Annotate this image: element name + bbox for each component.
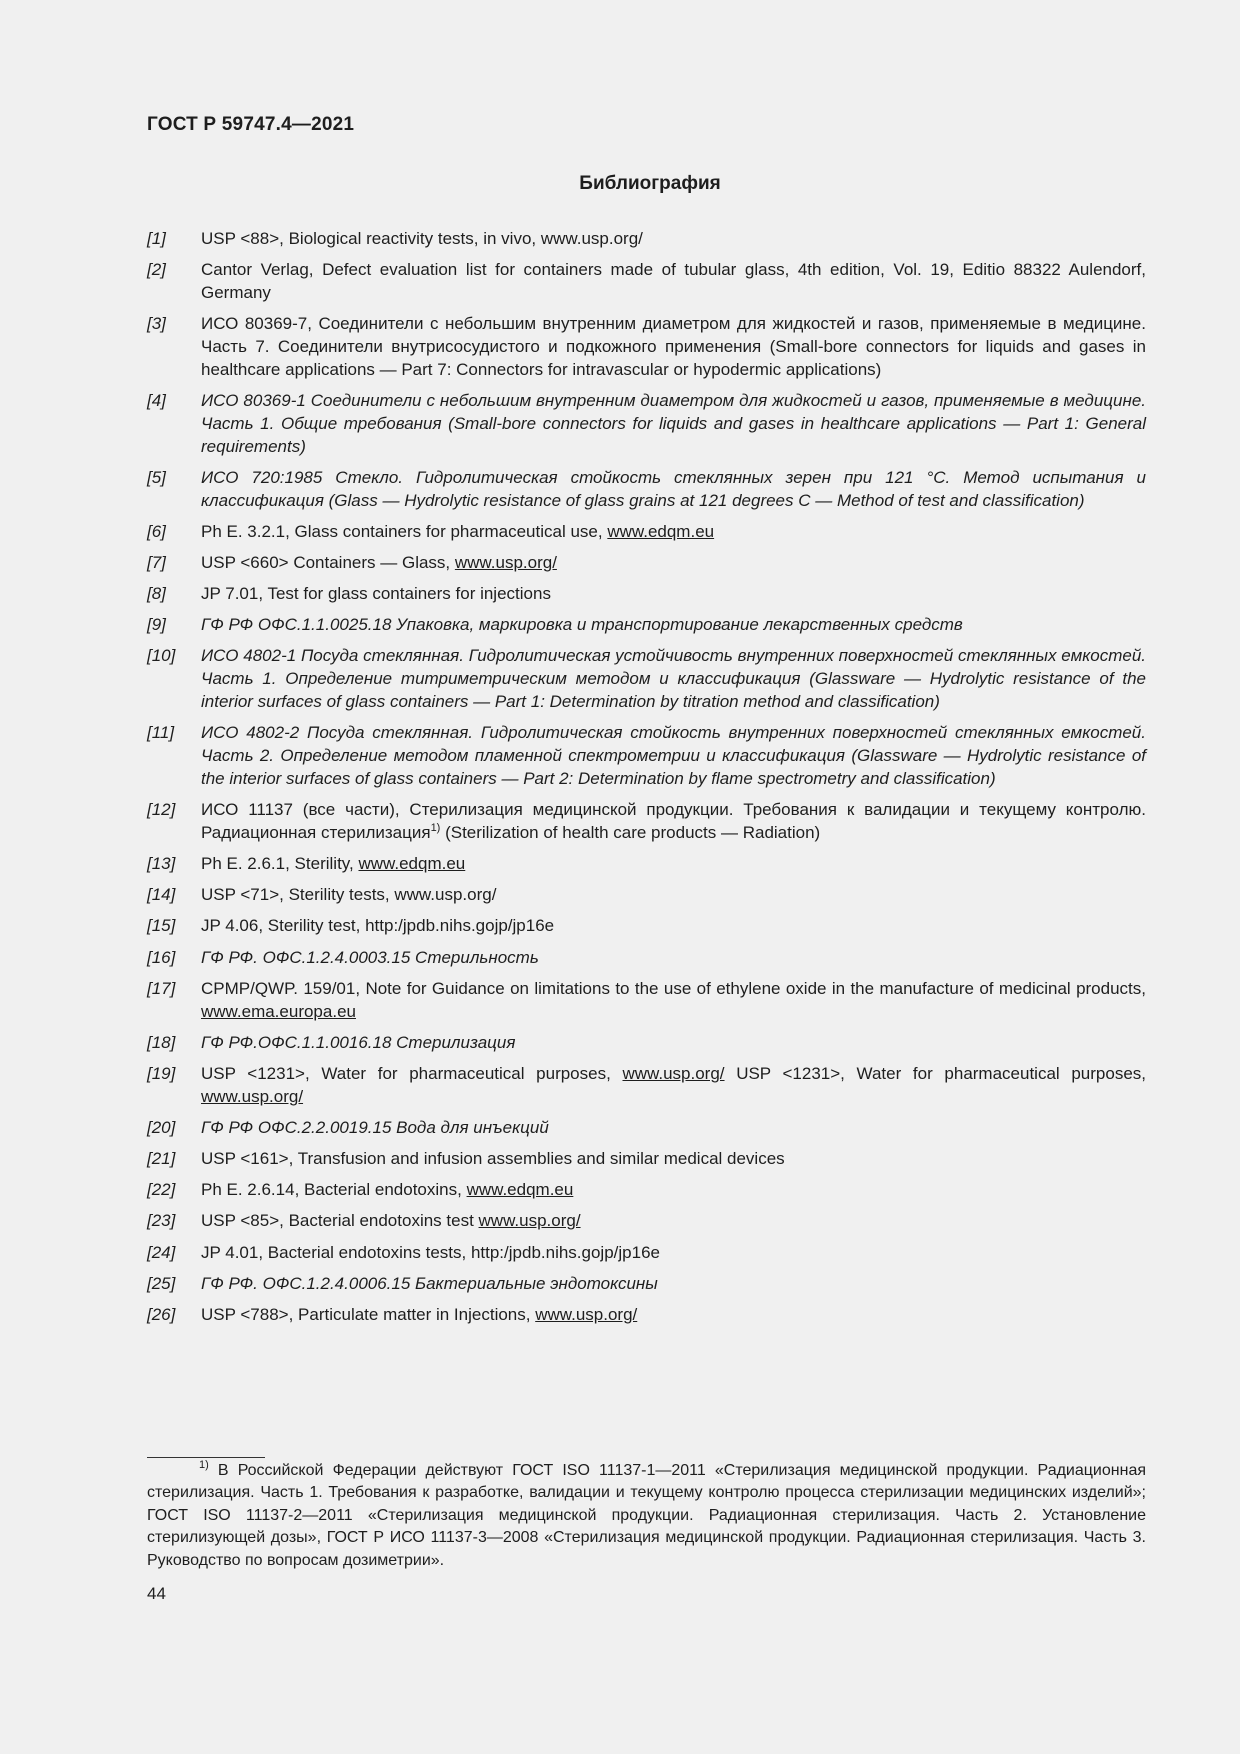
entry-text: USP <660> Containers — Glass,: [201, 552, 455, 572]
bib-entry: [147, 722, 1146, 790]
bib-entry: [147, 1179, 1146, 1202]
entry-text: USP <1231>, Water for pharmaceutical purposes,: [201, 1063, 623, 1083]
entry-number: [12]: [147, 800, 176, 820]
bib-entry: [147, 1210, 1146, 1233]
entry-text: ИСО 80369-1 Соединители с небольшим внутренним диаметром для жидкостей и газов, применяемые в медицине. Часть 1. Общие требования (Small-bore connectors for liquids and gases in healthcare applications — Part 1: General requirements): [201, 390, 1146, 456]
bib-entry: [147, 552, 1146, 575]
entry-text: JP 4.01, Bacterial endotoxins tests, http:/jpdb.nihs.gojp/jp16e: [201, 1242, 660, 1262]
entry-number: [22]: [147, 1180, 176, 1200]
bib-entry: [147, 915, 1146, 938]
entry-text: USP <85>, Bacterial endotoxins test: [201, 1211, 479, 1231]
entry-text: ГФ РФ. ОФС.1.2.4.0006.15 Бактериальные эндотоксины: [201, 1273, 658, 1293]
entry-text: Ph E. 3.2.1, Glass containers for pharmaceutical use,: [201, 521, 608, 541]
entry-number: [17]: [147, 978, 176, 998]
entry-number: [2]: [147, 260, 166, 280]
entry-text: Ph E. 2.6.14, Bacterial endotoxins,: [201, 1180, 467, 1200]
entry-text: JP 4.06, Sterility test, http:/jpdb.nihs.gojp/jp16e: [201, 916, 555, 936]
entry-text: USP <161>, Transfusion and infusion assemblies and similar medical devices: [201, 1149, 785, 1169]
entry-number: [4]: [147, 390, 166, 410]
entry-text: USP <788>, Particulate matter in Injections,: [201, 1305, 536, 1325]
entry-text: USP <71>, Sterility tests, www.usp.org/: [201, 885, 497, 905]
entry-link[interactable]: www.edqm.eu: [607, 521, 715, 541]
entry-text: USP <88>, Biological reactivity tests, in vivo, www.usp.org/: [201, 229, 643, 248]
bib-entry: [147, 1148, 1146, 1171]
footnote-divider: [147, 1457, 265, 1458]
section-title: Библиография: [579, 173, 721, 194]
bib-entry: [147, 853, 1146, 876]
entry-number: [24]: [147, 1242, 176, 1262]
entry-link[interactable]: www.usp.org/: [622, 1063, 725, 1083]
bib-entry: [147, 259, 1146, 305]
bib-entry: [147, 313, 1146, 381]
entry-text: ГФ РФ. ОФС.1.2.4.0003.15 Стерильность: [201, 947, 539, 967]
document-code: ГОСТ Р 59747.4—2021: [147, 114, 355, 135]
bib-entry: [147, 1032, 1146, 1055]
entry-number: [15]: [147, 916, 176, 936]
entry-link[interactable]: www.usp.org/: [201, 1086, 304, 1106]
entry-text-cont: USP <1231>, Water for pharmaceutical purposes,: [724, 1063, 1147, 1083]
entry-text: ГФ РФ ОФС.1.1.0025.18 Упаковка, маркировка и транспортирование лекарственных средств: [201, 615, 963, 635]
bib-entry: [147, 978, 1146, 1024]
entry-number: [21]: [147, 1149, 176, 1169]
entry-number: [23]: [147, 1211, 176, 1231]
entry-text: JP 7.01, Test for glass containers for injections: [201, 584, 551, 604]
entry-link[interactable]: www.usp.org/: [454, 552, 557, 572]
entry-number: [13]: [147, 854, 176, 874]
entry-link[interactable]: www.ema.europa.eu: [201, 1001, 356, 1021]
entry-number: [7]: [147, 552, 166, 572]
entry-number: [5]: [147, 467, 166, 487]
entry-number: [26]: [147, 1305, 176, 1325]
entry-number: [10]: [147, 646, 176, 666]
bib-entry: [147, 1304, 1146, 1327]
entry-text: ИСО 11137 (все части), Стерилизация медицинской продукции. Требования к валидации и текущему контролю. Радиационная стерилизация: [201, 800, 1146, 842]
bibliography-list: [147, 228, 1146, 1335]
entry-text: Ph E. 2.6.1, Sterility,: [201, 854, 359, 874]
bib-entry: [147, 1242, 1146, 1265]
footnote-mark: 1): [199, 1459, 209, 1471]
entry-number: [9]: [147, 615, 166, 635]
entry-number: [1]: [147, 229, 166, 248]
bib-entry: [147, 467, 1146, 513]
bib-entry: [147, 1063, 1146, 1109]
entry-text: ГФ РФ.ОФС.1.1.0016.18 Стерилизация: [201, 1032, 516, 1052]
bib-entry: [147, 947, 1146, 970]
entry-number: [25]: [147, 1273, 176, 1293]
entry-text: ГФ РФ ОФС.2.2.0019.15 Вода для инъекций: [201, 1117, 549, 1137]
bib-entry: [147, 884, 1146, 907]
footnote-ref: 1): [430, 821, 441, 834]
entry-text: ИСО 720:1985 Стекло. Гидролитическая стойкость стеклянных зерен при 121 °С. Метод испытания и классификация (Glass — Hydrolytic resistance of glass grains at 121 degrees C — Method of test and classification): [201, 467, 1146, 510]
entry-number: [20]: [147, 1117, 176, 1137]
entry-text: ИСО 80369-7, Соединители с небольшим внутренним диаметром для жидкостей и газов, применяемые в медицине. Часть 7. Соединители внутрисосудистого и подкожного применения (Small-bore connectors for liquids and gases in healthcare applications — Part 7: Connectors for intravascular or hypodermic applications): [201, 314, 1146, 379]
bib-entry: [147, 390, 1146, 458]
entry-text: Cantor Verlag, Defect evaluation list for containers made of tubular glass, 4th edition, Vol. 19, Editio 88322 Aulendorf, Germany: [201, 260, 1146, 302]
entry-number: [6]: [147, 521, 166, 541]
entry-number: [14]: [147, 885, 176, 905]
entry-number: [16]: [147, 947, 176, 967]
bib-entry: [147, 228, 1146, 251]
entry-number: [18]: [147, 1032, 176, 1052]
footnote: [147, 1460, 1146, 1572]
bib-entry: [147, 1117, 1146, 1140]
entry-text-cont: (Sterilization of health care products — Radiation): [440, 822, 821, 842]
entry-number: [11]: [147, 723, 175, 743]
bib-entry: [147, 583, 1146, 606]
bib-entry: [147, 521, 1146, 544]
entry-text: ИСО 4802-1 Посуда стеклянная. Гидролитическая устойчивость внутренних поверхностей стеклянных емкостей. Часть 1. Определение титриметрическим методом и классификация (Glassware — Hydrolytic resistance of the interior surfaces of glass containers — Part 1: Determination by titration method and classification): [201, 646, 1146, 712]
entry-link[interactable]: www.usp.org/: [535, 1305, 638, 1325]
entry-number: [19]: [147, 1063, 176, 1083]
entry-number: [8]: [147, 584, 166, 604]
entry-link[interactable]: www.edqm.eu: [358, 854, 466, 874]
bib-entry: [147, 799, 1146, 845]
page-number: 44: [147, 1584, 166, 1603]
entry-number: [3]: [147, 314, 166, 334]
entry-text: ИСО 4802-2 Посуда стеклянная. Гидролитическая стойкость внутренних поверхностей стеклянных емкостей. Часть 2. Определение методом пламенной спектрометрии и классификация (Glassware — Hydrolytic resistance of the interior surfaces of glass containers — Part 2: Determination by flame spectrometry and classification): [201, 723, 1146, 788]
bib-entry: [147, 645, 1146, 713]
entry-link[interactable]: www.usp.org/: [478, 1211, 581, 1231]
entry-text: CPMP/QWP. 159/01, Note for Guidance on limitations to the use of ethylene oxide in the manufacture of medicinal products,: [201, 978, 1146, 998]
bib-entry: [147, 1273, 1146, 1296]
entry-link[interactable]: www.edqm.eu: [466, 1180, 574, 1200]
bib-entry: [147, 614, 1146, 637]
footnote-text: В Российской Федерации действуют ГОСТ ISO 11137-1—2011 «Стерилизация медицинской продукции. Радиационная стерилизация. Часть 1. Требования к разработке, валидации и текущему контролю процесса стерилизации медицинских изделий»; ГОСТ ISO 11137-2—2011 «Стерилизация медицинской продукции. Радиационная стерилизация. Часть 2. Установление стерилизующей дозы», ГОСТ Р ИСО 11137-3—2008 «Стерилизация медицинской продукции. Радиационная стерилизация. Часть 3. Руководство по вопросам дозиметрии».: [147, 1462, 1146, 1569]
